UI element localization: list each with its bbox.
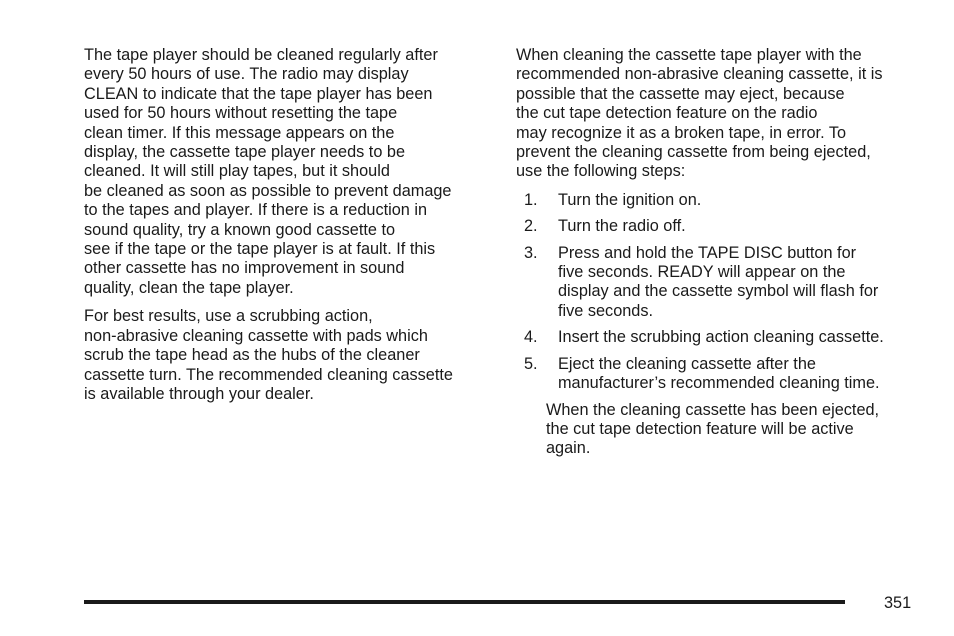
text-line: display, the cassette tape player needs to be — [84, 143, 406, 162]
step-item — [524, 355, 926, 394]
text-line: be cleaned as soon as possible to prevent damage — [84, 181, 452, 200]
text-line: cassette turn. The recommended cleaning cassette — [84, 365, 453, 384]
tape-cleaning-paragraph — [84, 46, 494, 298]
text-line: see if the tape or the tape player is at fault. If this — [84, 240, 436, 259]
text-line: CLEAN to indicate that the tape player has been — [84, 84, 433, 103]
step-item — [524, 217, 926, 236]
cleaning-intro-paragraph — [516, 46, 926, 182]
step-number: 3. — [524, 243, 538, 262]
text-line: every 50 hours of use. The radio may display — [84, 65, 409, 84]
footer-rule — [84, 600, 845, 604]
step-text: Turn the ignition on. — [558, 190, 702, 209]
step-item — [524, 191, 926, 210]
ejected-note-paragraph — [546, 401, 926, 459]
step-text: five seconds. — [558, 301, 654, 320]
text-line: other cassette has no improvement in sound — [84, 259, 405, 278]
text-line: quality, clean the tape player. — [84, 278, 294, 297]
text-line: the cut tape detection feature on the radio — [516, 104, 818, 123]
text-line: used for 50 hours without resetting the tape — [84, 104, 398, 123]
step-text: Insert the scrubbing action cleaning cassette. — [558, 328, 884, 347]
text-line: For best results, use a scrubbing action, — [84, 307, 373, 326]
step-item — [524, 328, 926, 347]
text-line: may recognize it as a broken tape, in error. To — [516, 123, 847, 142]
text-line: The tape player should be cleaned regularly after — [84, 46, 438, 64]
step-number: 4. — [524, 328, 538, 347]
step-text: Turn the radio off. — [558, 217, 686, 236]
text-line: scrub the tape head as the hubs of the cleaner — [84, 346, 420, 365]
page-number: 351 — [884, 594, 912, 612]
step-text: five seconds. READY will appear on the — [558, 263, 846, 282]
text-line: the cut tape detection feature will be active — [546, 419, 854, 438]
text-line: again. — [546, 439, 591, 458]
right-column — [516, 46, 926, 459]
text-line: When cleaning the cassette tape player with the — [516, 46, 862, 64]
step-number: 1. — [524, 190, 538, 209]
best-results-paragraph — [84, 307, 494, 404]
text-line: to the tapes and player. If there is a reduction in — [84, 201, 428, 220]
step-text: display and the cassette symbol will flash for — [558, 282, 879, 301]
text-line: use the following steps: — [516, 162, 686, 181]
text-line: cleaned. It will still play tapes, but it should — [84, 162, 390, 181]
step-number: 2. — [524, 217, 538, 236]
step-text: manufacturer’s recommended cleaning time. — [558, 374, 880, 393]
step-text: Eject the cleaning cassette after the — [558, 354, 816, 373]
step-number: 5. — [524, 354, 538, 373]
text-line: possible that the cassette may eject, because — [516, 84, 845, 103]
text-line: non-abrasive cleaning cassette with pads which — [84, 326, 428, 345]
text-line: When the cleaning cassette has been ejected, — [546, 400, 880, 419]
text-line: sound quality, try a known good cassette to — [84, 220, 396, 239]
text-line: clean timer. If this message appears on the — [84, 123, 395, 142]
left-column — [84, 46, 494, 413]
step-text: Press and hold the TAPE DISC button for — [558, 243, 857, 262]
text-line: prevent the cleaning cassette from being ejected, — [516, 143, 871, 162]
text-line: is available through your dealer. — [84, 384, 314, 403]
text-line: recommended non-abrasive cleaning cassette, it is — [516, 65, 883, 84]
step-item — [524, 244, 926, 322]
steps-list — [516, 191, 926, 394]
